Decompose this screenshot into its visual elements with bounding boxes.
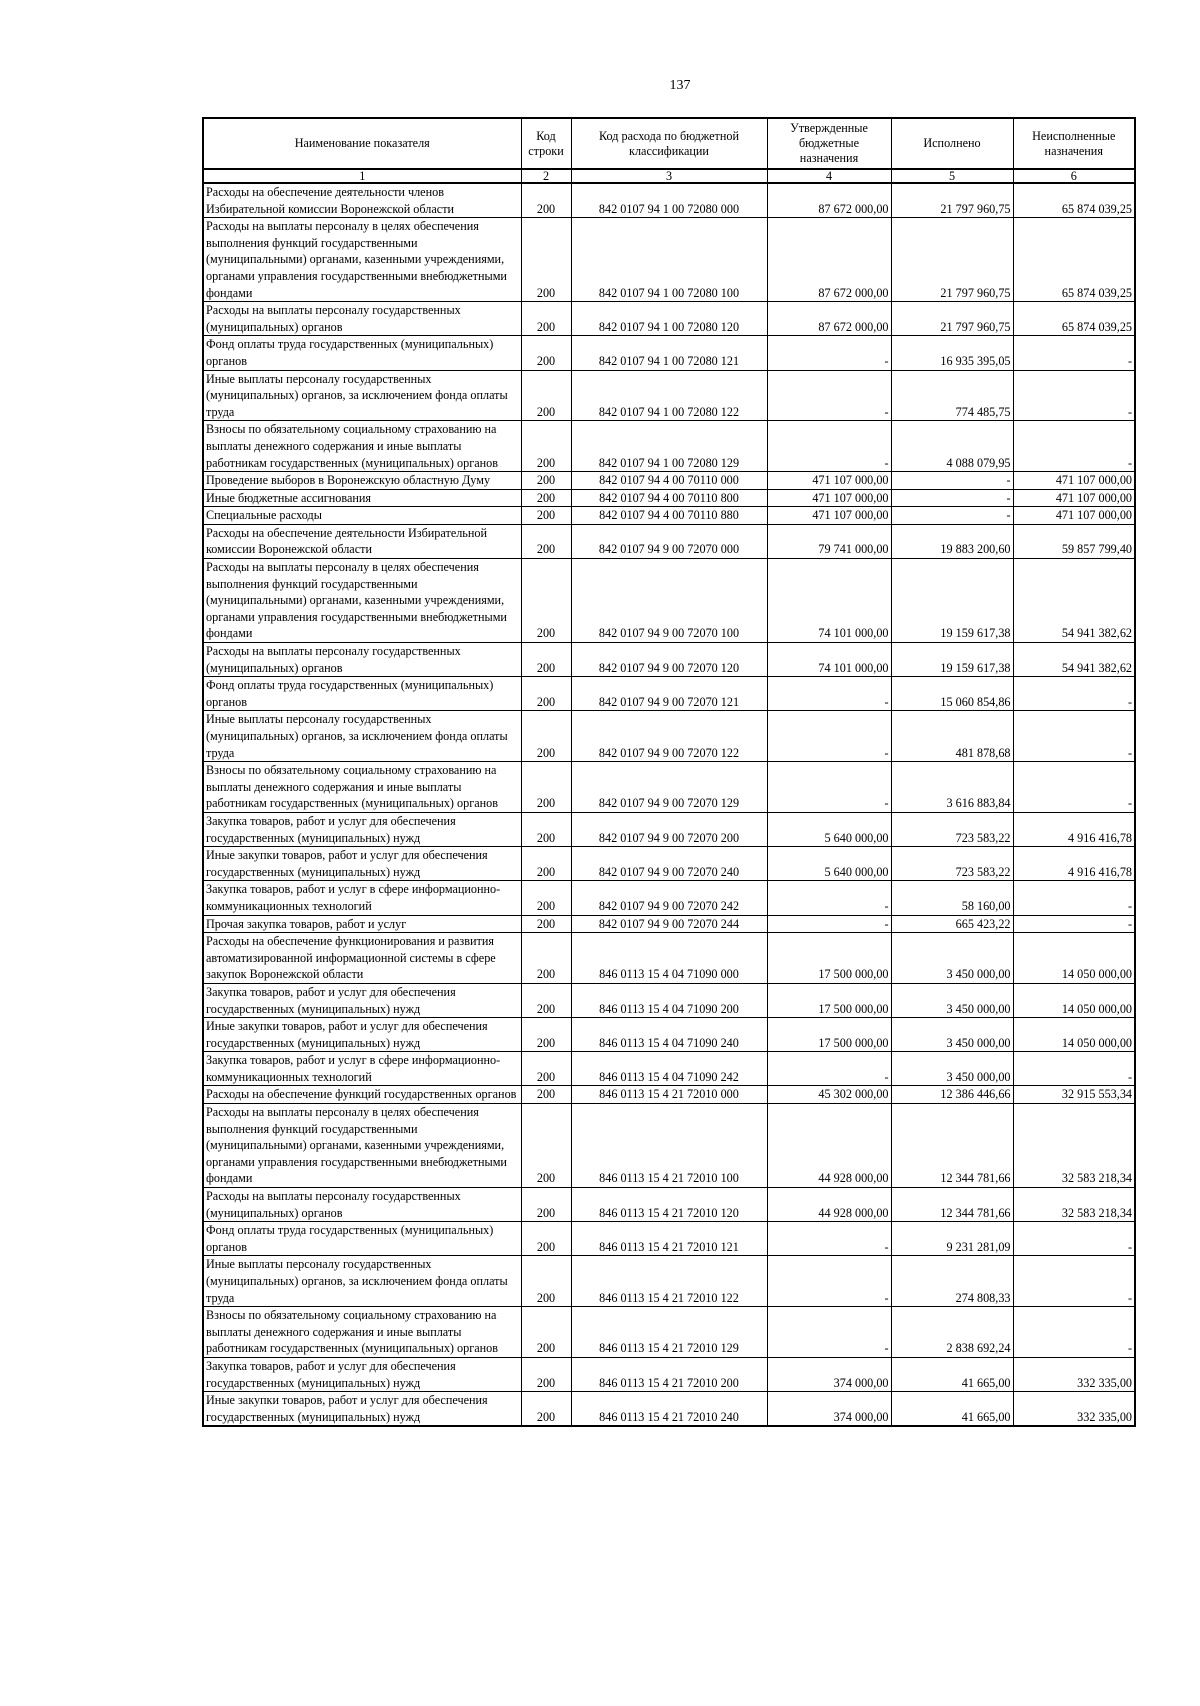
row-code: 200 xyxy=(521,1357,571,1391)
row-unexecuted: 332 335,00 xyxy=(1013,1357,1135,1391)
row-code: 200 xyxy=(521,218,571,302)
row-code: 200 xyxy=(521,302,571,336)
row-unexecuted: 332 335,00 xyxy=(1013,1392,1135,1427)
row-name: Взносы по обязательному социальному страхованию на выплаты денежного содержания и иные выплаты работникам государственных (муниципальных) органов xyxy=(203,1307,521,1358)
row-unexecuted: - xyxy=(1013,881,1135,915)
row-approved: 44 928 000,00 xyxy=(767,1104,891,1188)
row-classification: 842 0107 94 1 00 72080 100 xyxy=(571,218,767,302)
row-approved: 87 672 000,00 xyxy=(767,183,891,218)
row-code: 200 xyxy=(521,1104,571,1188)
row-unexecuted: 14 050 000,00 xyxy=(1013,983,1135,1017)
row-code: 200 xyxy=(521,643,571,677)
row-name: Взносы по обязательному социальному страхованию на выплаты денежного содержания и иные выплаты работникам государственных (муниципальных) органов xyxy=(203,421,521,472)
row-name: Закупка товаров, работ и услуг для обеспечения государственных (муниципальных) нужд xyxy=(203,983,521,1017)
row-executed: 21 797 960,75 xyxy=(891,302,1013,336)
row-code: 200 xyxy=(521,983,571,1017)
row-unexecuted: 54 941 382,62 xyxy=(1013,643,1135,677)
row-name: Расходы на выплаты персоналу государственных (муниципальных) органов xyxy=(203,1188,521,1222)
row-unexecuted: - xyxy=(1013,1222,1135,1256)
row-approved: 5 640 000,00 xyxy=(767,812,891,846)
row-executed: 3 450 000,00 xyxy=(891,933,1013,984)
row-name: Иные выплаты персоналу государственных (муниципальных) органов, за исключением фонда оплаты труда xyxy=(203,370,521,421)
row-name: Фонд оплаты труда государственных (муниципальных) органов xyxy=(203,1222,521,1256)
row-executed: - xyxy=(891,472,1013,490)
row-name: Иные закупки товаров, работ и услуг для обеспечения государственных (муниципальных) нужд xyxy=(203,847,521,881)
column-number: 5 xyxy=(891,169,1013,183)
table-row xyxy=(203,1052,1135,1086)
row-executed: 9 231 281,09 xyxy=(891,1222,1013,1256)
row-classification: 842 0107 94 9 00 72070 129 xyxy=(571,762,767,813)
table-row xyxy=(203,421,1135,472)
row-classification: 846 0113 15 4 21 72010 120 xyxy=(571,1188,767,1222)
row-unexecuted: - xyxy=(1013,1307,1135,1358)
table-row xyxy=(203,1188,1135,1222)
row-classification: 842 0107 94 9 00 72070 100 xyxy=(571,559,767,643)
row-classification: 842 0107 94 9 00 72070 244 xyxy=(571,915,767,933)
row-name: Закупка товаров, работ и услуг в сфере информационно-коммуникационных технологий xyxy=(203,881,521,915)
row-name: Иные закупки товаров, работ и услуг для обеспечения государственных (муниципальных) нужд xyxy=(203,1018,521,1052)
row-approved: - xyxy=(767,370,891,421)
row-approved: - xyxy=(767,1256,891,1307)
row-approved: - xyxy=(767,1307,891,1358)
row-approved: 471 107 000,00 xyxy=(767,472,891,490)
table-row xyxy=(203,489,1135,507)
row-name: Иные выплаты персоналу государственных (муниципальных) органов, за исключением фонда оплаты труда xyxy=(203,711,521,762)
row-unexecuted: - xyxy=(1013,1052,1135,1086)
row-classification: 842 0107 94 9 00 72070 200 xyxy=(571,812,767,846)
row-code: 200 xyxy=(521,183,571,218)
row-executed: - xyxy=(891,507,1013,525)
row-classification: 846 0113 15 4 21 72010 121 xyxy=(571,1222,767,1256)
table-row xyxy=(203,1392,1135,1427)
row-executed: 665 423,22 xyxy=(891,915,1013,933)
row-classification: 846 0113 15 4 21 72010 200 xyxy=(571,1357,767,1391)
row-code: 200 xyxy=(521,524,571,558)
row-approved: - xyxy=(767,421,891,472)
row-executed: 2 838 692,24 xyxy=(891,1307,1013,1358)
row-name: Закупка товаров, работ и услуг для обеспечения государственных (муниципальных) нужд xyxy=(203,812,521,846)
table-row xyxy=(203,1256,1135,1307)
table-row xyxy=(203,183,1135,218)
row-classification: 846 0113 15 4 04 71090 200 xyxy=(571,983,767,1017)
table-row xyxy=(203,559,1135,643)
header-executed: Исполнено xyxy=(891,118,1013,169)
row-classification: 842 0107 94 4 00 70110 800 xyxy=(571,489,767,507)
row-executed: 21 797 960,75 xyxy=(891,183,1013,218)
row-executed: 3 450 000,00 xyxy=(891,1018,1013,1052)
row-executed: 3 450 000,00 xyxy=(891,1052,1013,1086)
table-row xyxy=(203,881,1135,915)
row-name: Фонд оплаты труда государственных (муниципальных) органов xyxy=(203,336,521,370)
row-classification: 846 0113 15 4 21 72010 000 xyxy=(571,1086,767,1104)
row-classification: 846 0113 15 4 04 71090 240 xyxy=(571,1018,767,1052)
table-row xyxy=(203,370,1135,421)
table-row xyxy=(203,1222,1135,1256)
row-code: 200 xyxy=(521,711,571,762)
row-classification: 846 0113 15 4 04 71090 242 xyxy=(571,1052,767,1086)
row-classification: 842 0107 94 9 00 72070 000 xyxy=(571,524,767,558)
table-row xyxy=(203,1018,1135,1052)
table-row xyxy=(203,812,1135,846)
row-code: 200 xyxy=(521,507,571,525)
row-classification: 842 0107 94 9 00 72070 120 xyxy=(571,643,767,677)
row-unexecuted: 471 107 000,00 xyxy=(1013,489,1135,507)
row-classification: 842 0107 94 1 00 72080 122 xyxy=(571,370,767,421)
table-row xyxy=(203,933,1135,984)
row-approved: 44 928 000,00 xyxy=(767,1188,891,1222)
table-row xyxy=(203,472,1135,490)
row-executed: 12 344 781,66 xyxy=(891,1188,1013,1222)
row-approved: 17 500 000,00 xyxy=(767,933,891,984)
row-approved: - xyxy=(767,881,891,915)
row-name: Расходы на обеспечение функций государственных органов xyxy=(203,1086,521,1104)
row-executed: 21 797 960,75 xyxy=(891,218,1013,302)
row-approved: - xyxy=(767,1222,891,1256)
row-approved: - xyxy=(767,915,891,933)
table-row xyxy=(203,302,1135,336)
header-classification: Код расхода по бюджетной классификации xyxy=(571,118,767,169)
row-approved: - xyxy=(767,336,891,370)
row-code: 200 xyxy=(521,1086,571,1104)
row-unexecuted: 471 107 000,00 xyxy=(1013,472,1135,490)
table-row xyxy=(203,677,1135,711)
row-unexecuted: 14 050 000,00 xyxy=(1013,1018,1135,1052)
row-code: 200 xyxy=(521,370,571,421)
row-approved: - xyxy=(767,762,891,813)
table-row xyxy=(203,983,1135,1017)
row-classification: 842 0107 94 9 00 72070 240 xyxy=(571,847,767,881)
row-approved: 374 000,00 xyxy=(767,1392,891,1427)
table-row xyxy=(203,711,1135,762)
table-row xyxy=(203,1357,1135,1391)
table-row xyxy=(203,336,1135,370)
row-approved: 87 672 000,00 xyxy=(767,302,891,336)
row-code: 200 xyxy=(521,472,571,490)
row-code: 200 xyxy=(521,881,571,915)
row-unexecuted: 4 916 416,78 xyxy=(1013,812,1135,846)
row-approved: 87 672 000,00 xyxy=(767,218,891,302)
row-executed: 41 665,00 xyxy=(891,1392,1013,1427)
row-approved: 471 107 000,00 xyxy=(767,507,891,525)
row-unexecuted: 65 874 039,25 xyxy=(1013,302,1135,336)
row-code: 200 xyxy=(521,1222,571,1256)
row-classification: 842 0107 94 1 00 72080 121 xyxy=(571,336,767,370)
row-unexecuted: - xyxy=(1013,421,1135,472)
row-executed: 4 088 079,95 xyxy=(891,421,1013,472)
row-name: Расходы на выплаты персоналу государственных (муниципальных) органов xyxy=(203,302,521,336)
row-name: Иные закупки товаров, работ и услуг для обеспечения государственных (муниципальных) нужд xyxy=(203,1392,521,1427)
row-executed: 723 583,22 xyxy=(891,847,1013,881)
table-row xyxy=(203,847,1135,881)
row-classification: 842 0107 94 4 00 70110 880 xyxy=(571,507,767,525)
row-executed: 19 159 617,38 xyxy=(891,559,1013,643)
table-row xyxy=(203,1307,1135,1358)
row-name: Расходы на выплаты персоналу в целях обеспечения выполнения функций государственными (муниципальными) органами, казенными учреждениями, органами управления государственными внебюджетными фондами xyxy=(203,1104,521,1188)
row-executed: 12 386 446,66 xyxy=(891,1086,1013,1104)
row-unexecuted: - xyxy=(1013,370,1135,421)
row-unexecuted: 4 916 416,78 xyxy=(1013,847,1135,881)
row-approved: 471 107 000,00 xyxy=(767,489,891,507)
table-row xyxy=(203,218,1135,302)
row-name: Расходы на выплаты персоналу в целях обеспечения выполнения функций государственными (муниципальными) органами, казенными учреждениями, органами управления государственными внебюджетными фондами xyxy=(203,218,521,302)
row-approved: 74 101 000,00 xyxy=(767,643,891,677)
page-number: 137 xyxy=(669,78,691,93)
table-row xyxy=(203,507,1135,525)
row-name: Расходы на выплаты персоналу государственных (муниципальных) органов xyxy=(203,643,521,677)
row-name: Фонд оплаты труда государственных (муниципальных) органов xyxy=(203,677,521,711)
column-number: 3 xyxy=(571,169,767,183)
row-classification: 842 0107 94 1 00 72080 120 xyxy=(571,302,767,336)
row-unexecuted: - xyxy=(1013,762,1135,813)
row-executed: 19 159 617,38 xyxy=(891,643,1013,677)
row-name: Прочая закупка товаров, работ и услуг xyxy=(203,915,521,933)
row-unexecuted: 32 583 218,34 xyxy=(1013,1188,1135,1222)
row-name: Закупка товаров, работ и услуг в сфере информационно-коммуникационных технологий xyxy=(203,1052,521,1086)
header-name: Наименование показателя xyxy=(203,118,521,169)
row-name: Закупка товаров, работ и услуг для обеспечения государственных (муниципальных) нужд xyxy=(203,1357,521,1391)
header-code: Код строки xyxy=(521,118,571,169)
row-executed: 3 616 883,84 xyxy=(891,762,1013,813)
column-number: 6 xyxy=(1013,169,1135,183)
row-executed: 19 883 200,60 xyxy=(891,524,1013,558)
column-number: 1 xyxy=(203,169,521,183)
row-code: 200 xyxy=(521,1307,571,1358)
row-classification: 842 0107 94 4 00 70110 000 xyxy=(571,472,767,490)
row-code: 200 xyxy=(521,762,571,813)
row-classification: 846 0113 15 4 21 72010 100 xyxy=(571,1104,767,1188)
row-code: 200 xyxy=(521,812,571,846)
row-unexecuted: - xyxy=(1013,915,1135,933)
row-unexecuted: 54 941 382,62 xyxy=(1013,559,1135,643)
row-code: 200 xyxy=(521,933,571,984)
row-approved: 45 302 000,00 xyxy=(767,1086,891,1104)
row-executed: 58 160,00 xyxy=(891,881,1013,915)
row-code: 200 xyxy=(521,677,571,711)
row-executed: 3 450 000,00 xyxy=(891,983,1013,1017)
row-approved: 5 640 000,00 xyxy=(767,847,891,881)
row-name: Расходы на обеспечение функционирования и развития автоматизированной информационной системы в сфере закупок Воронежской области xyxy=(203,933,521,984)
row-code: 200 xyxy=(521,1188,571,1222)
row-name: Специальные расходы xyxy=(203,507,521,525)
row-name: Взносы по обязательному социальному страхованию на выплаты денежного содержания и иные выплаты работникам государственных (муниципальных) органов xyxy=(203,762,521,813)
row-code: 200 xyxy=(521,489,571,507)
row-name: Расходы на обеспечение деятельности Избирательной комиссии Воронежской области xyxy=(203,524,521,558)
row-classification: 846 0113 15 4 04 71090 000 xyxy=(571,933,767,984)
column-number: 2 xyxy=(521,169,571,183)
table-row xyxy=(203,1086,1135,1104)
row-unexecuted: 65 874 039,25 xyxy=(1013,183,1135,218)
row-executed: 41 665,00 xyxy=(891,1357,1013,1391)
row-code: 200 xyxy=(521,1256,571,1307)
row-executed: - xyxy=(891,489,1013,507)
header-approved: Утвержденные бюджетные назначения xyxy=(767,118,891,169)
table-row xyxy=(203,762,1135,813)
table-row xyxy=(203,1104,1135,1188)
row-unexecuted: 65 874 039,25 xyxy=(1013,218,1135,302)
column-number: 4 xyxy=(767,169,891,183)
row-approved: 17 500 000,00 xyxy=(767,983,891,1017)
row-approved: 74 101 000,00 xyxy=(767,559,891,643)
header-unexecuted: Неисполненные назначения xyxy=(1013,118,1135,169)
row-code: 200 xyxy=(521,1392,571,1427)
row-classification: 842 0107 94 1 00 72080 129 xyxy=(571,421,767,472)
row-unexecuted: - xyxy=(1013,336,1135,370)
row-executed: 723 583,22 xyxy=(891,812,1013,846)
row-name: Проведение выборов в Воронежскую областную Думу xyxy=(203,472,521,490)
table-row xyxy=(203,915,1135,933)
row-executed: 12 344 781,66 xyxy=(891,1104,1013,1188)
row-classification: 842 0107 94 9 00 72070 242 xyxy=(571,881,767,915)
row-code: 200 xyxy=(521,559,571,643)
row-unexecuted: 32 583 218,34 xyxy=(1013,1104,1135,1188)
row-classification: 846 0113 15 4 21 72010 129 xyxy=(571,1307,767,1358)
row-approved: 17 500 000,00 xyxy=(767,1018,891,1052)
row-approved: - xyxy=(767,677,891,711)
row-approved: 374 000,00 xyxy=(767,1357,891,1391)
row-code: 200 xyxy=(521,1018,571,1052)
row-executed: 16 935 395,05 xyxy=(891,336,1013,370)
row-code: 200 xyxy=(521,421,571,472)
row-approved: - xyxy=(767,1052,891,1086)
row-unexecuted: 32 915 553,34 xyxy=(1013,1086,1135,1104)
row-unexecuted: 471 107 000,00 xyxy=(1013,507,1135,525)
row-executed: 274 808,33 xyxy=(891,1256,1013,1307)
row-code: 200 xyxy=(521,336,571,370)
table-row xyxy=(203,524,1135,558)
row-classification: 842 0107 94 1 00 72080 000 xyxy=(571,183,767,218)
row-unexecuted: - xyxy=(1013,711,1135,762)
row-classification: 846 0113 15 4 21 72010 240 xyxy=(571,1392,767,1427)
column-number-row xyxy=(203,169,1135,183)
row-unexecuted: 59 857 799,40 xyxy=(1013,524,1135,558)
row-classification: 842 0107 94 9 00 72070 122 xyxy=(571,711,767,762)
row-name: Расходы на выплаты персоналу в целях обеспечения выполнения функций государственными (муниципальными) органами, казенными учреждениями, органами управления государственными внебюджетными фондами xyxy=(203,559,521,643)
row-name: Иные бюджетные ассигнования xyxy=(203,489,521,507)
table-body xyxy=(203,183,1135,1426)
row-code: 200 xyxy=(521,915,571,933)
row-classification: 842 0107 94 9 00 72070 121 xyxy=(571,677,767,711)
row-unexecuted: - xyxy=(1013,677,1135,711)
row-executed: 15 060 854,86 xyxy=(891,677,1013,711)
row-name: Иные выплаты персоналу государственных (муниципальных) органов, за исключением фонда оплаты труда xyxy=(203,1256,521,1307)
table-row xyxy=(203,643,1135,677)
row-executed: 481 878,68 xyxy=(891,711,1013,762)
header-row xyxy=(203,118,1135,169)
row-code: 200 xyxy=(521,847,571,881)
row-unexecuted: 14 050 000,00 xyxy=(1013,933,1135,984)
row-approved: - xyxy=(767,711,891,762)
row-code: 200 xyxy=(521,1052,571,1086)
row-approved: 79 741 000,00 xyxy=(767,524,891,558)
expenditure-table xyxy=(202,117,1136,1427)
row-executed: 774 485,75 xyxy=(891,370,1013,421)
row-classification: 846 0113 15 4 21 72010 122 xyxy=(571,1256,767,1307)
row-unexecuted: - xyxy=(1013,1256,1135,1307)
row-name: Расходы на обеспечение деятельности членов Избирательной комиссии Воронежской области xyxy=(203,183,521,218)
